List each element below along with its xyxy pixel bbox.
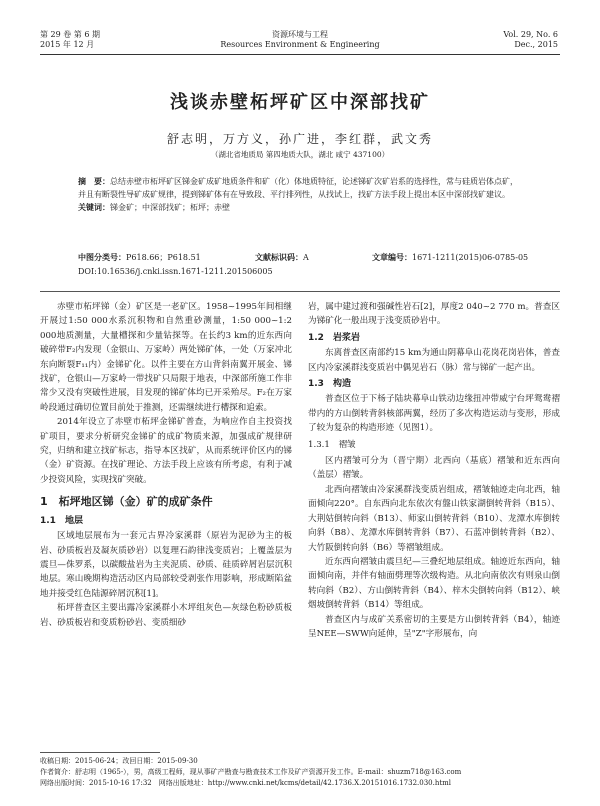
abstract-label: 摘 要： <box>78 177 110 186</box>
footnote-author-bio: 作者简介：舒志明（1965-），男，高级工程师，现从事矿产勘查与勘查技术工作及矿产资源开发工作。E-mail：shuzm718@163.com <box>40 768 462 776</box>
subsection-heading: 1.2 岩浆岩 <box>308 332 360 343</box>
doi-row <box>78 266 273 277</box>
subsubsection-heading: 1.3.1 褶皱 <box>308 439 356 450</box>
footnote-divider <box>40 752 160 753</box>
body-paragraph: 普查区位于下杨子陆块幕阜山铁动边缘扭冲带威宁台坪鸳鸯褶带内的方山倒转背斜核部两翼，经历了多次构造运动与变形，形成了较为复杂的构造形迹（见图1）。 <box>308 394 560 434</box>
abstract-text: 总结赤壁市柘坪矿区锑金矿成矿地质条件和矿（化）体地质特征，论述锑矿次矿岩系的选择性，常与硅质岩体点矿，并且有断裂性导矿成矿规律，提到锑矿体有在导致段、平行排列性，从找试上，找矿方法手段上提出本区中深部找矿建议。 <box>78 177 518 199</box>
body-paragraph: 岩，属中建过渡和强碱性岩石[2]，厚度2 040~2 770 m。普查区为锑矿化一般出现于浅变质砂岩中。 <box>308 302 560 327</box>
left-column <box>40 300 292 630</box>
volume-en: Vol. 29, No. 6 <box>503 30 558 39</box>
abstract-block <box>78 175 523 214</box>
right-column <box>308 300 560 641</box>
abstract-divider <box>40 291 560 292</box>
journal-cn: 资源环境与工程 <box>272 30 328 39</box>
body-paragraph: 区内褶皱可分为（晋宁期）北西向（基底）褶皱和近东西向（盖层）褶皱。 <box>308 456 560 481</box>
section-heading: 1 柘坪地区锑（金）矿的成矿条件 <box>40 495 213 509</box>
journal-en: Resources Environment & Engineering <box>220 40 380 49</box>
clc-row <box>78 252 201 263</box>
article-no-value: 1671-1211(2015)06-0785-05 <box>412 253 529 262</box>
date-cn: 2015 年 12 月 <box>40 40 95 49</box>
article-no-label: 文章编号： <box>372 253 412 262</box>
header-right <box>503 30 558 50</box>
body-paragraph: 区域地层展布为一套元古界冷家溪群（原岩为泥砂为主的板岩、砂质板岩及凝灰质砂岩）以复理石韵律浅变质岩；上覆盖层为震旦—侏罗系，以碳酸盐岩为主夹泥质、砂质、硅质碎屑岩层沉积地层。寒山晚期构造活动区内局部较受剥张作用影响，形成断陷盆地并接受红色陆源碎屑沉积[1]。 <box>40 531 292 599</box>
doc-code-label: 文献标识码： <box>255 253 303 262</box>
keywords-value: 锑金矿；中深部找矿；柘坪；赤壁 <box>110 203 230 212</box>
footnote-received: 收稿日期：2015-06-24；改回日期：2015-09-30 <box>40 757 198 765</box>
body-paragraph: 近东西向褶皱由震旦纪—三叠纪地层组成。轴迹近东西向，轴面倾向南，并伴有轴面劈理等次级构造。从北向南依次有则泉山倒转向斜（B2）、方山倒转背斜（B4）、梓木尖倒转向斜（B12）、峡烟坡倒转背斜（B14）等组成。 <box>308 556 560 611</box>
subsection-heading: 1.3 构造 <box>308 379 351 390</box>
keywords-line <box>78 201 523 214</box>
clc-label: 中图分类号： <box>78 253 126 262</box>
article-authors: 舒志明，万方义，孙广进，李红群，武文秀 <box>166 132 433 146</box>
body-paragraph: 普查区内与成矿关系密切的主要是方山倒转背斜（B4），轴迹呈NEE—SWW向延伸，呈"Z"字形展布，向 <box>308 614 560 639</box>
body-paragraph: 北西向褶皱由冷家溪群浅变质岩组成，褶皱轴迹走向北西，轴面倾向220°。自东西向北东依次有盤山铁家湖倒转背斜（B15）、大荆姑倒转向斜（B13）、师家山倒转背斜（B10）、龙潭水库倒转向斜（B8）、龙潭水库倒转背斜（B7）、石蓝冲倒转背斜（B2）、大竹阪倒转向斜（B6）等褶皱组成。 <box>308 484 560 553</box>
body-paragraph: 赤壁市柘坪锑（金）矿区是一老矿区。1958~1995年间相继开展过1:50 000水系沉积物和自然重砂测量，1:50 000~1:2 000地质测量，大量槽探和少量钻探等。在长约3 km的近东西向破碎带F₂内发现（金银山、万家岭）两处锑矿体，一处（万家冲北东向断裂F₁₁内）金锑矿化。以件主要在方山背斜南翼开展金、锑找矿，仓银山—万家岭一带找矿只局限于地表，中深部所施工作非常少又没有突破性进展，目发现的锑矿体均已开采殆尽。F₂在万家岭段通过确切位置目前处于推测，还需继续进行槽探和追索。 <box>40 302 292 413</box>
article-title: 浅谈赤壁柘坪矿区中深部找矿 <box>170 92 430 113</box>
body-paragraph: 柘坪普查区主要出露冷家溪群小木坪组灰色—灰绿色粉砂质板岩、砂质板岩和变质粉砂岩、变质细砂 <box>40 603 292 628</box>
article-affiliation: （湖北省地质局 第四地质大队，湖北 咸宁 437100） <box>210 150 390 159</box>
subsection-heading: 1.1 地层 <box>40 515 83 526</box>
body-paragraph: 东离普查区南部约15 km为通山阴幕阜山花岗花岗岩体，普查区内冷家溪群浅变质岩中偶见岩石（脉）常与锑矿一起产出。 <box>308 348 560 373</box>
doc-code-row <box>255 252 309 263</box>
body-paragraph: 2014年设立了赤壁市柘坪金锑矿普查，为响应作自主投资找矿项目，要求分析研究金锑矿的成矿物质来源，加强成矿规律研究，归纳和建立找矿标志，指导本区找矿，从而系统评价区内的锑（金）矿资源。在找矿理论、方法手段上应该有所考虑，有利于减少投资风险，实现找矿突破。 <box>40 417 292 485</box>
article-no-row <box>372 252 528 263</box>
header-divider <box>40 54 560 55</box>
volume-cn: 第 29 卷 第 6 期 <box>40 30 100 39</box>
footnote-online: 网络出版时间：2015-10-16 17:32 网络出版地址：http://www.cnki.net/kcms/detail/42.1736.X.20151016.1732.030.html <box>40 779 452 787</box>
date-en: Dec., 2015 <box>514 40 558 49</box>
keywords-label: 关键词： <box>78 203 110 212</box>
doc-code-value: A <box>303 253 309 262</box>
clc-value: P618.66；P618.51 <box>126 253 201 262</box>
doi-value: DOI:10.16536/j.cnki.issn.1671-1211.201506005 <box>78 267 273 276</box>
